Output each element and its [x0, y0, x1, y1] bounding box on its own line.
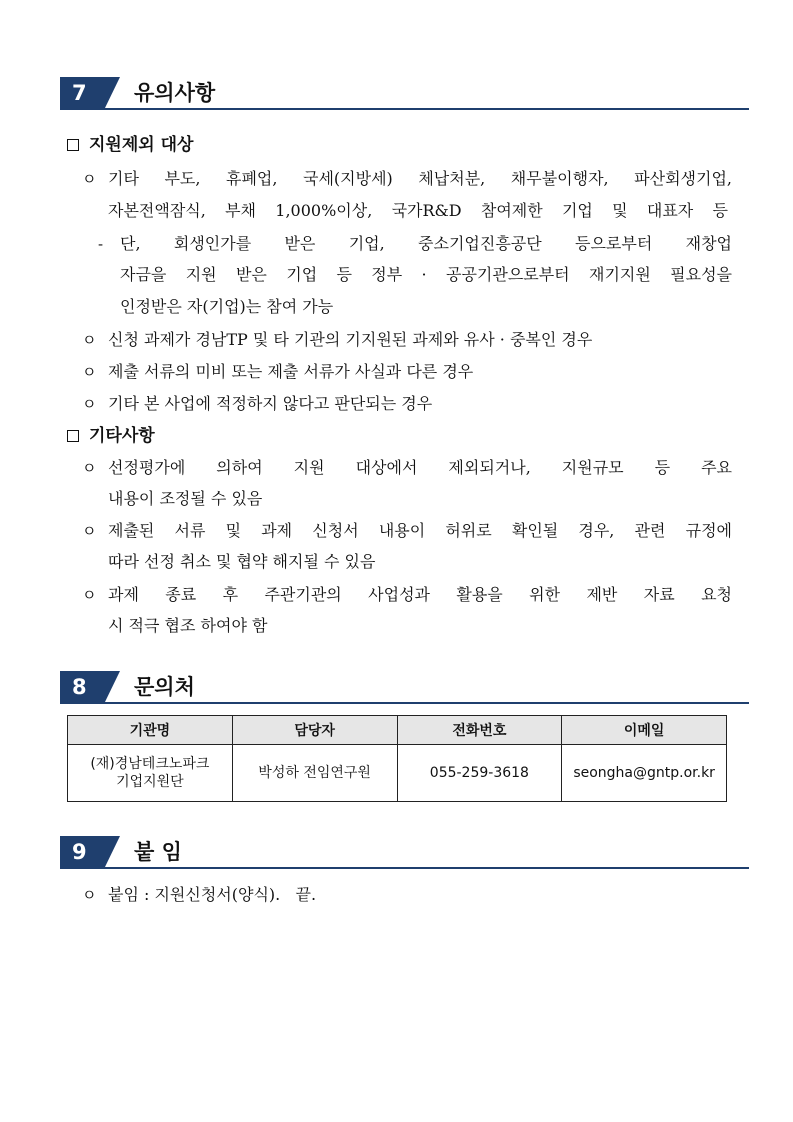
bullet-icon: ㅇ — [82, 363, 97, 381]
other-item-2-line-1: 제출된 서류 및 과제 신청서 내용이 허위로 확인될 경우, 관련 규정에 — [108, 521, 732, 540]
bullet-icon: ㅇ — [82, 395, 97, 413]
cell-org-line-2: 기업지원단 — [116, 774, 184, 790]
contact-table — [67, 715, 727, 802]
checkbox-square-icon — [67, 139, 79, 151]
exclusion-note-line-2: 자금을 지원 받은 기업 등 정부 · 공공기관으로부터 재기지원 필요성을 — [120, 265, 732, 284]
table-row — [68, 745, 727, 802]
subheading-exclusions — [67, 134, 193, 156]
column-header-org: 기관명 — [68, 716, 233, 745]
section-8-number: 8 — [60, 671, 104, 704]
exclusion-note-line-1: 단, 회생인가를 받은 기업, 중소기업진흥공단 등으로부터 재창업 — [120, 234, 732, 253]
exclusion-item-1-line-2: 자본전액잠식, 부채 1,000%이상, 국가R&D 참여제한 기업 및 대표자 등 — [108, 201, 728, 220]
section-9-title: 붙 임 — [134, 840, 182, 864]
column-header-email: 이메일 — [562, 716, 727, 745]
cell-phone: 055-259-3618 — [397, 745, 562, 802]
exclusion-item-2: 신청 과제가 경남TP 및 타 기관의 기지원된 과제와 유사 · 중복인 경우 — [108, 330, 593, 349]
subheading-other — [67, 425, 155, 447]
section-8-header — [60, 671, 749, 704]
section-9-header — [60, 836, 749, 869]
other-item-3-line-2: 시 적극 협조 하여야 함 — [108, 616, 268, 635]
other-item-1-line-2: 내용이 조정될 수 있음 — [108, 489, 263, 508]
dash-icon: - — [98, 235, 104, 253]
cell-org — [68, 745, 233, 802]
section-number-tab-shape — [104, 671, 120, 704]
section-9-number: 9 — [60, 836, 104, 869]
column-header-phone: 전화번호 — [397, 716, 562, 745]
other-item-3-line-1: 과제 종료 후 주관기관의 사업성과 활용을 위한 제반 자료 요청 — [108, 585, 732, 604]
cell-email[interactable]: seongha@gntp.or.kr — [562, 745, 727, 802]
section-number-tab-shape — [104, 77, 120, 110]
cell-org-line-1: (재)경남테크노파크 — [90, 756, 210, 772]
subheading-exclusions-text: 지원제외 대상 — [89, 135, 194, 155]
attachment-item: 붙임 : 지원신청서(양식). 끝. — [108, 885, 317, 904]
section-divider — [104, 108, 749, 110]
checkbox-square-icon — [67, 430, 79, 442]
section-7-header — [60, 77, 749, 110]
bullet-icon: ㅇ — [82, 459, 97, 477]
bullet-icon: ㅇ — [82, 586, 97, 604]
subheading-other-text: 기타사항 — [89, 426, 155, 446]
bullet-icon: ㅇ — [82, 522, 97, 540]
section-7-number: 7 — [60, 77, 104, 110]
column-header-person: 담당자 — [232, 716, 397, 745]
exclusion-item-3: 제출 서류의 미비 또는 제출 서류가 사실과 다른 경우 — [108, 362, 474, 381]
other-item-2-line-2: 따라 선정 취소 및 협약 해지될 수 있음 — [108, 552, 376, 571]
cell-person: 박성하 전임연구원 — [232, 745, 397, 802]
bullet-icon: ㅇ — [82, 170, 97, 188]
section-8-title: 문의처 — [134, 675, 195, 699]
exclusion-item-4: 기타 본 사업에 적정하지 않다고 판단되는 경우 — [108, 394, 433, 413]
section-7-title: 유의사항 — [134, 81, 216, 105]
exclusion-item-1-line-1: 기타 부도, 휴폐업, 국세(지방세) 체납처분, 채무불이행자, 파산회생기업, — [108, 169, 732, 188]
other-item-1-line-1: 선정평가에 의하여 지원 대상에서 제외되거나, 지원규모 등 주요 — [108, 458, 732, 477]
bullet-icon: ㅇ — [82, 886, 97, 904]
section-divider — [104, 702, 749, 704]
bullet-icon: ㅇ — [82, 331, 97, 349]
table-header-row — [68, 716, 727, 745]
section-divider — [104, 867, 749, 869]
exclusion-note-line-3: 인정받은 자(기업)는 참여 가능 — [120, 297, 334, 316]
section-number-tab-shape — [104, 836, 120, 869]
